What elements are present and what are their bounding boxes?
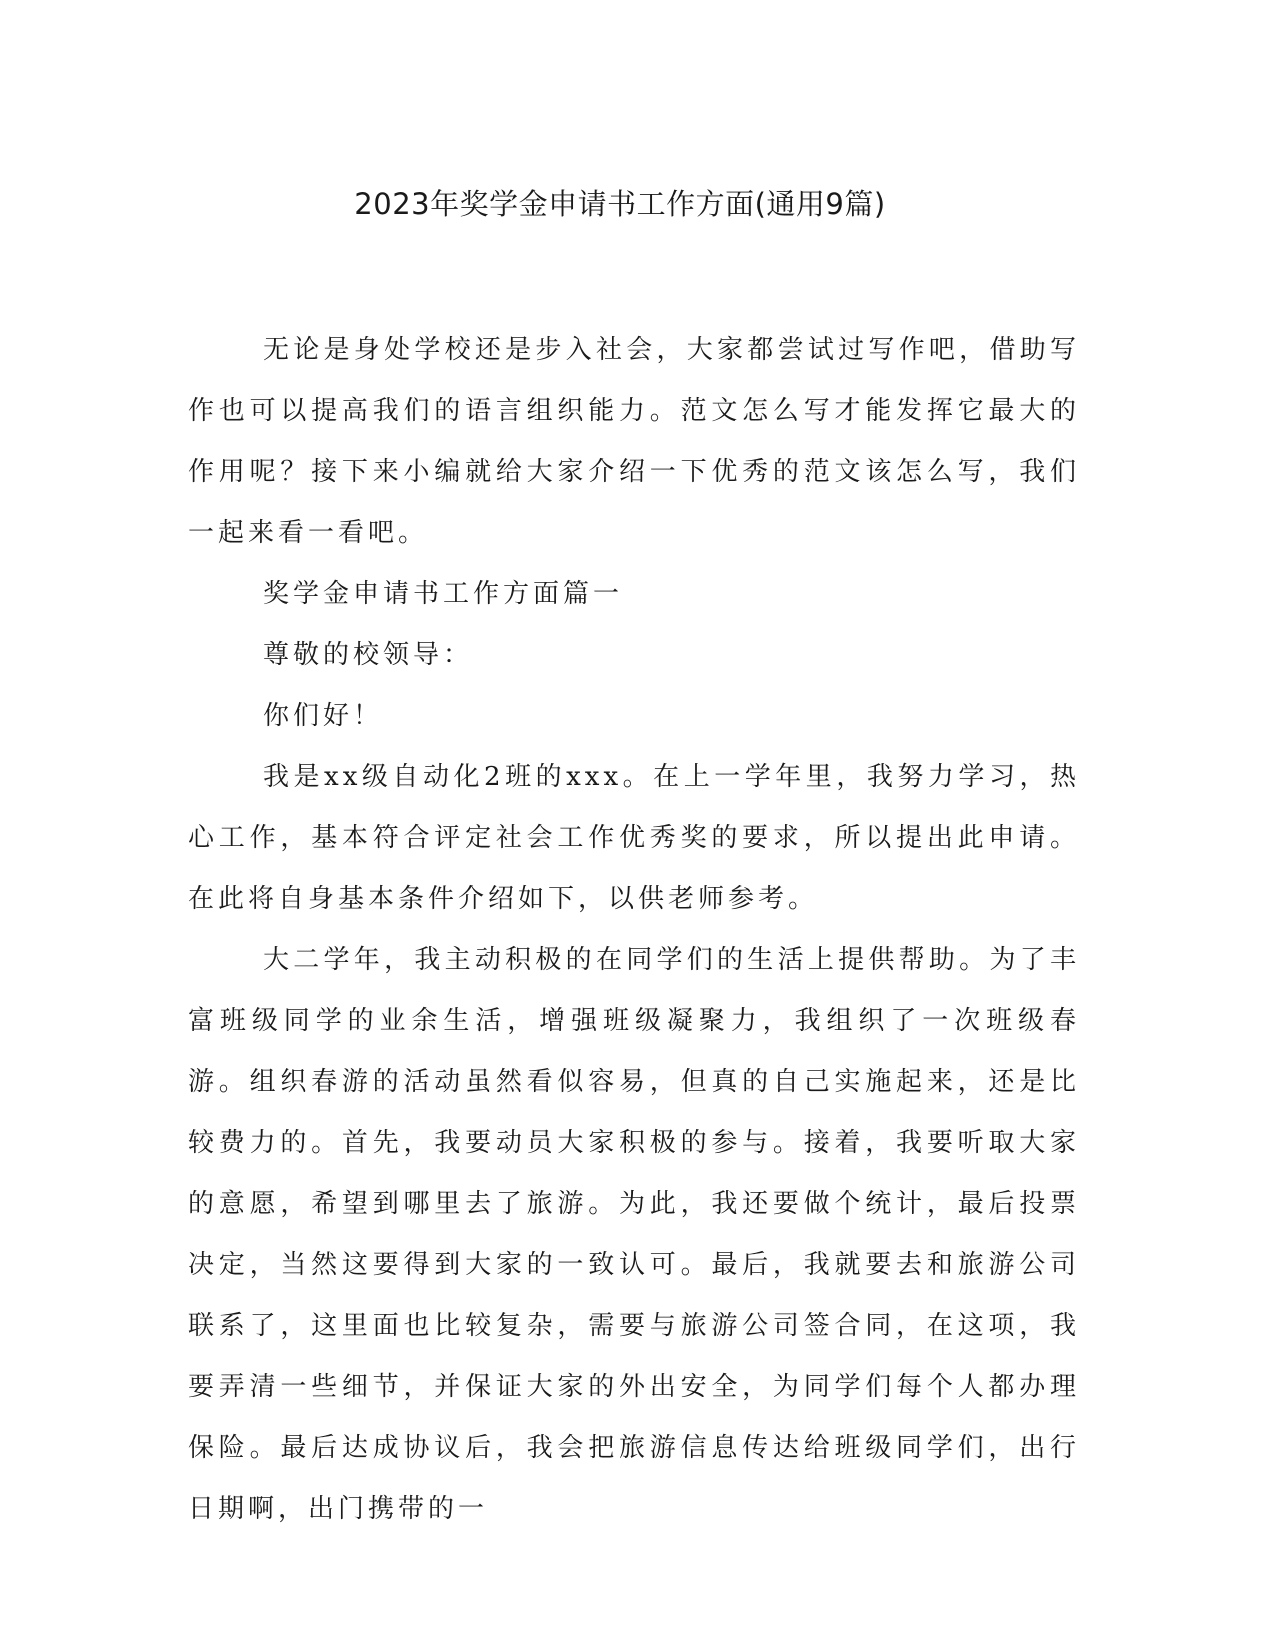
document-body: [188, 320, 1080, 1540]
paragraph-section-heading: 奖学金申请书工作方面篇一: [263, 579, 624, 609]
paragraph-self-introduction: 我是xx级自动化2班的xxx。在上一学年里，我努力学习，热心工作，基本符合评定社会工作优秀奖的要求，所以提出此申请。在此将自身基本条件介绍如下，以供老师参考。: [188, 762, 1080, 914]
paragraph-spring-outing: 大二学年，我主动积极的在同学们的生活上提供帮助。为了丰富班级同学的业余生活，增强班级凝聚力，我组织了一次班级春游。组织春游的活动虽然看似容易，但真的自己实施起来，还是比较费力的。首先，我要动员大家积极的参与。接着，我要听取大家的意愿，希望到哪里去了旅游。为此，我还要做个统计，最后投票决定，当然这要得到大家的一致认可。最后，我就要去和旅游公司联系了，这里面也比较复杂，需要与旅游公司签合同，在这项，我要弄清一些细节，并保证大家的外出安全，为同学们每个人都办理保险。最后达成协议后，我会把旅游信息传达给班级同学们，出行日期啊，出门携带的一: [188, 945, 1080, 1524]
paragraph-intro: 无论是身处学校还是步入社会，大家都尝试过写作吧，借助写作也可以提高我们的语言组织能力。范文怎么写才能发挥它最大的作用呢？接下来小编就给大家介绍一下优秀的范文该怎么写，我们一起来看一看吧。: [188, 335, 1080, 548]
paragraph-salutation: 尊敬的校领导：: [263, 640, 474, 670]
paragraph-greeting: 你们好！: [263, 701, 384, 731]
document-title: 2023年奖学金申请书工作方面(通用9篇): [354, 187, 886, 221]
